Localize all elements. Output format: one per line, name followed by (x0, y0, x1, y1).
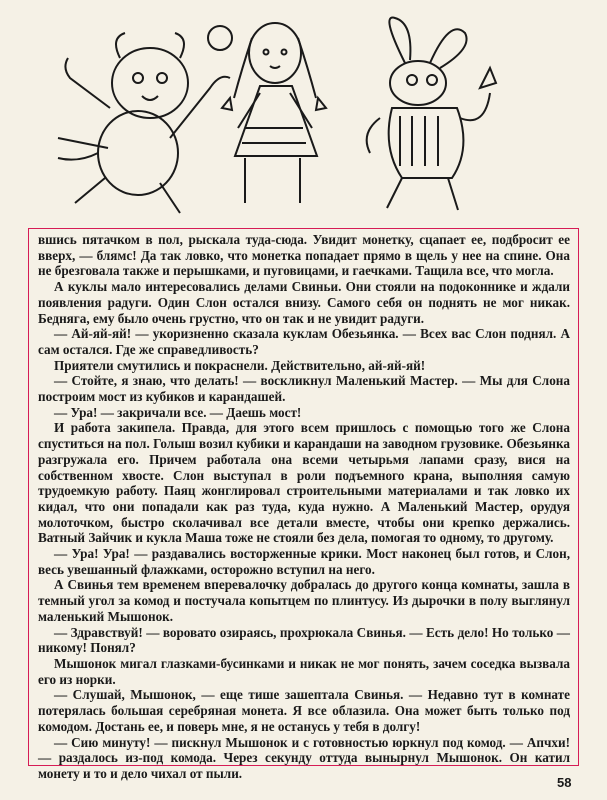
paragraph: — Здравствуй! — воровато озираясь, прохрюкала Свинья. — Есть дело! Но только — никому! Понял? (38, 624, 570, 656)
paragraph: А куклы мало интересовались делами Свиньи. Они стояли на подоконнике и ждали появления радуги. Один Слон остался внизу. Самого себя он поднять не мог никак. Бедняга, ему было очень грустно, что он так и не увидит радуги. (38, 279, 570, 326)
paragraph: вшись пятачком в пол, рыскала туда-сюда. Увидит монетку, сцапает ее, подбросит ее вверх, — блямс! Да так ловко, что монетка попадает прямо в щель у нее на спине. Она не брезговала также и перышками, и пуговицами, и гаечками. Тащила все, что могла. (38, 232, 570, 279)
bunny-figure (367, 18, 496, 210)
paragraph: Приятели смутились и покраснели. Действительно, ай-яй-яй! (54, 357, 426, 373)
doll-masha-figure (222, 23, 326, 203)
paragraph: И работа закипела. Правда, для этого всем пришлось с помощью того же Слона спуститься на пол. Голыш возил кубики и карандаши на заводном грузовике. Обезьянка разгружала его. Причем работала она всеми четырьмя лапами сразу, вися на собственном хвосте. Слон выступал в роли подъемного крана, выполняя самую трудоемкую работу. Паяц жонглировал строительными материалами и так ловко их кидал, что они попадали как раз туда, куда нужно. А Маленький Мастер, орудуя молоточком, быстро сколачивал все детали вместе, чтобы они крепко держались. Ватный Зайчик и кукла Маша тоже не стояли без дела, помогая то одному, то другому. (38, 420, 570, 546)
toys-illustration (20, 8, 510, 223)
paragraph: — Ай-яй-яй! — укоризненно сказала куклам Обезьянка. — Всех вас Слон поднял. А сам остался. Где же справедливость? (38, 326, 570, 357)
fuzzy-toy-figure (58, 26, 232, 213)
paragraph: А Свинья тем временем вперевалочку добралась до другого конца комнаты, зашла в темный угол за комод и постучала копытцем по плинтусу. Из дырочки в полу выглянул маленький Мышонок. (38, 577, 570, 624)
paragraph: — Ура! Ура! — раздавались восторженные крики. Мост наконец был готов, и Слон, весь увешанный флажками, осторожно вступил на него. (38, 546, 570, 577)
paragraph: — Стойте, я знаю, что делать! — воскликнул Маленький Мастер. — Мы для Слона построим мост из кубиков и карандашей. (38, 373, 570, 405)
paragraph: — Слушай, Мышонок, — еще тише зашептала Свинья. — Недавно тут в комнате потерялась большая серебряная монета. Я все облазила. Она может быть только под комодом. Достань ее, и поверь мне, я не останусь у тебя в долгу! (38, 687, 570, 734)
paragraph: — Сию минуту! — пискнул Мышонок и с готовностью юркнул под комод. — Апчхи! — раздалось из-под комода. Через секунду оттуда вынырнул Мышонок. Он катил монету и то и дело чихал от пыли. (38, 734, 570, 781)
page-number: 58 (557, 775, 572, 790)
paragraph: — Ура! — закричали все. — Даешь мост! (54, 404, 302, 420)
story-text (38, 232, 570, 782)
paragraph: Мышонок мигал глазками-бусинками и никак не мог понять, зачем соседка вызвала его из норки. (38, 655, 570, 687)
